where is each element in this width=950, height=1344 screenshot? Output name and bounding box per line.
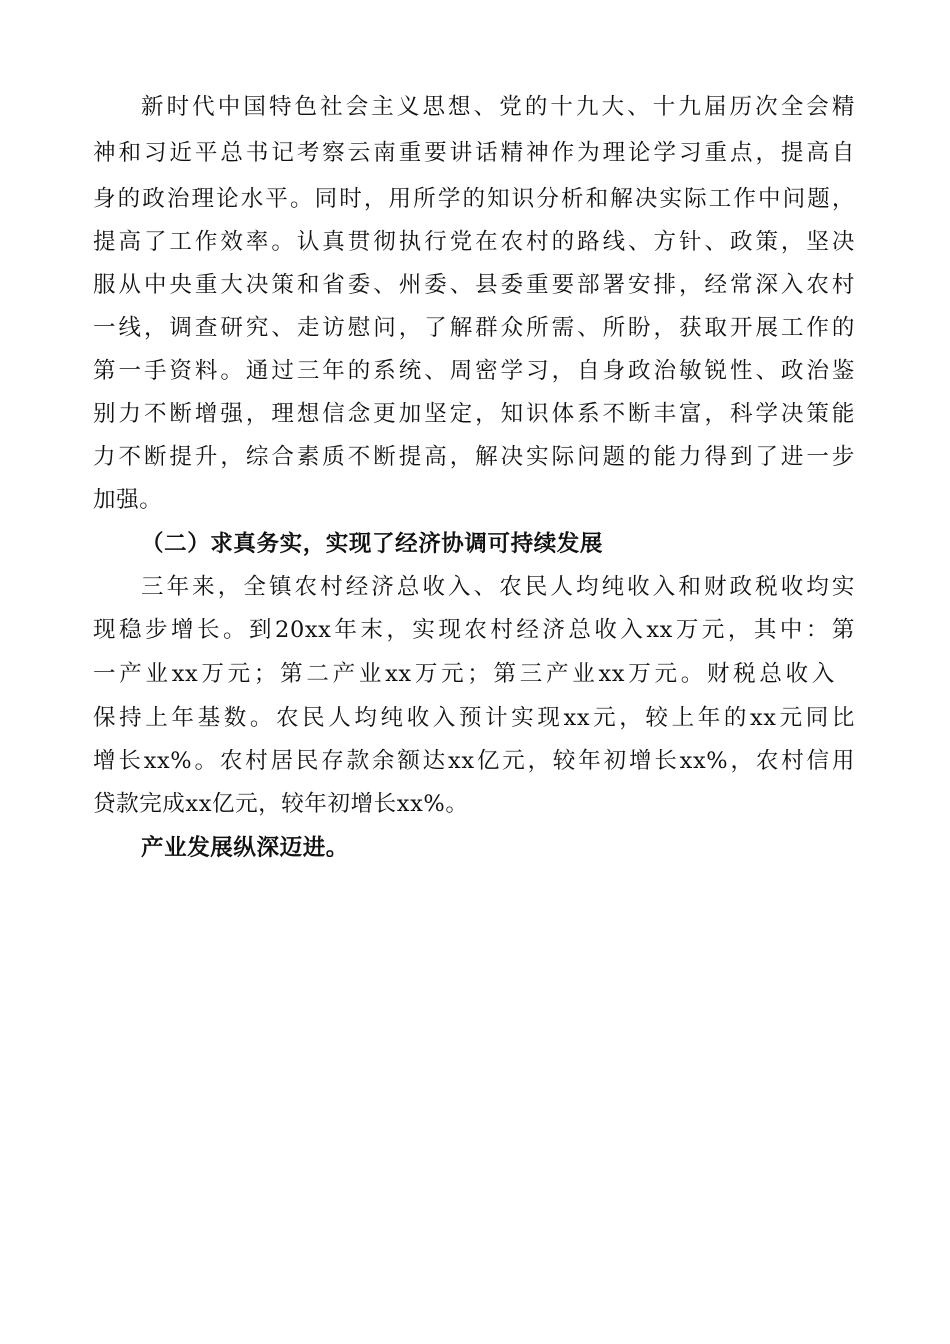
paragraph-2-line-2: 现稳步增长。到20xx年末，实现农村经济总收入xx万元，其中：第 [93,617,855,643]
paragraph-2-line-6: 贷款完成xx亿元，较年初增长xx%。 [93,791,469,817]
paragraph-1-line-7: 第一手资料。通过三年的系统、周密学习，自身政治敏锐性、政治鉴 [93,358,855,384]
paragraph-1-line-9: 力不断提升，综合素质不断提高，解决实际问题的能力得到了进一步 [93,444,855,470]
paragraph-1-line-10: 加强。 [93,487,163,513]
paragraph-1-line-2: 神和习近平总书记考察云南重要讲话精神作为理论学习重点，提高自 [93,140,855,166]
paragraph-1-line-5: 服从中央重大决策和省委、州委、县委重要部署安排，经常深入农村 [93,272,855,298]
paragraph-1-line-6: 一线，调查研究、走访慰问，了解群众所需、所盼，获取开展工作的 [93,315,855,341]
paragraph-1-line-1: 新时代中国特色社会主义思想、党的十九大、十九届历次全会精 [141,94,855,120]
paragraph-2-line-3: 一产业xx万元；第二产业xx万元；第三产业xx万元。财税总收入 [93,661,835,687]
paragraph-1-line-8: 别力不断增强，理想信念更加坚定，知识体系不断丰富，科学决策能 [93,401,855,427]
paragraph-2-line-1: 三年来，全镇农村经济总收入、农民人均纯收入和财政税收均实 [141,574,855,600]
paragraph-1-line-3: 身的政治理论水平。同时，用所学的知识分析和解决实际工作中问题， [93,186,855,212]
paragraph-1-line-4: 提高了工作效率。认真贯彻执行党在农村的路线、方针、政策，坚决 [93,229,855,255]
section-heading: （二）求真务实，实现了经济协调可持续发展 [141,531,604,557]
paragraph-2-line-5: 增长xx%。农村居民存款余额达xx亿元，较年初增长xx%，农村信用 [93,748,855,774]
subheading: 产业发展纵深迈进。 [141,835,349,861]
paragraph-2-line-4: 保持上年基数。农民人均纯收入预计实现xx元，较上年的xx元同比 [93,705,855,731]
